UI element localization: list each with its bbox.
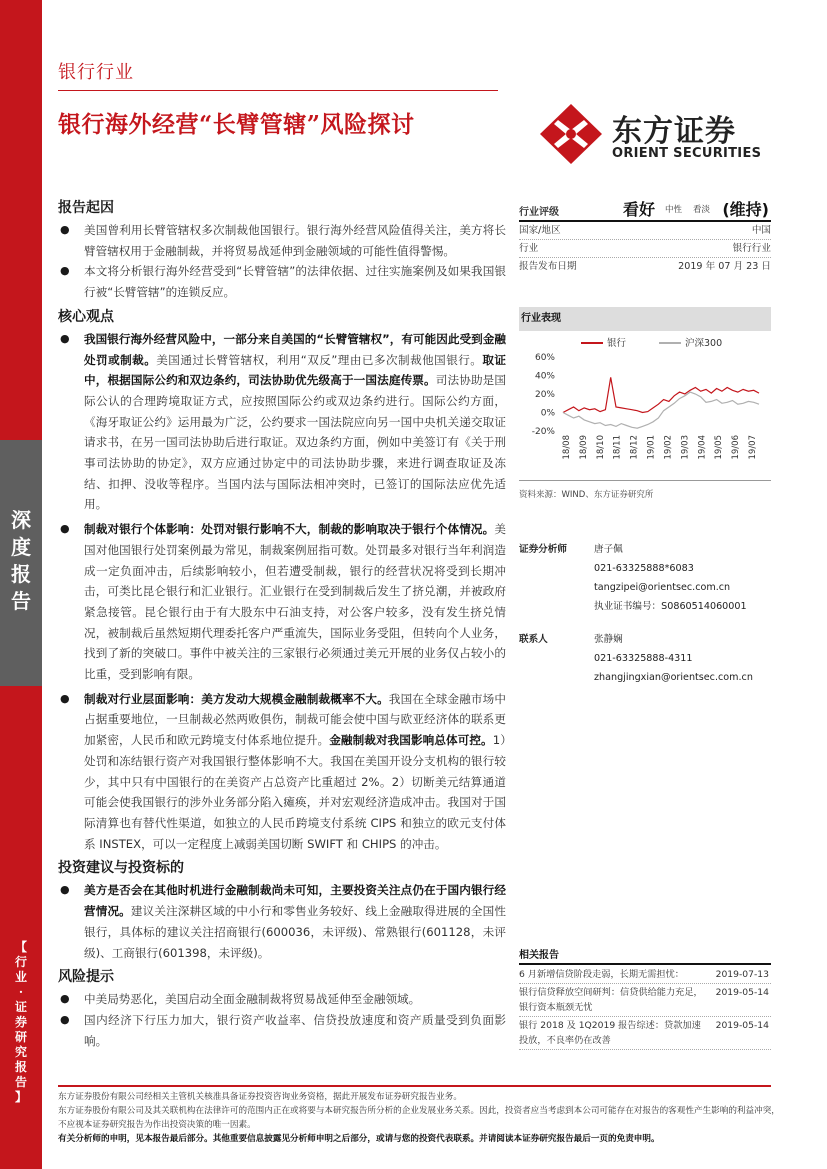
x-tick-label: 19/07 bbox=[748, 435, 758, 460]
x-tick-label: 19/01 bbox=[646, 435, 657, 460]
info-row-industry bbox=[519, 240, 771, 258]
main-content bbox=[58, 194, 506, 1051]
section-heading-risk: 风险提示 bbox=[58, 969, 114, 986]
invest-point-text: 建议关注深耕区域的中小行和零售业务较好、线上金融取得进展的全国性银行，具体标的建议关注招商银行(600036，未评级)、常熟银行(601128，未评级)、工商银行(601398，未评级)。 bbox=[84, 904, 506, 960]
logo-name-en: ORIENT SECURITIES bbox=[612, 146, 762, 161]
related-report-date: 2019-07-13 bbox=[715, 969, 769, 980]
left-bar-top bbox=[0, 0, 42, 440]
core-point-2-text: 美国对他国银行处罚案例最为常见，制裁案例屈指可数。处罚最多对银行当年利润造成一定负面冲击，后续影响较小，但若遭受制裁，银行的经营状况将受到长期冲击，可类比昆仑银行和汇业银行。汇业银行在受到制裁后发生了挤兑潮，并被政府紧急接管。昆仑银行由于有大股东中石油支持，对公客户较多，没有发生挤兑情况，被制裁后虽然短期代理委托客户严重流失，国际业务受阻，但转向个人业务，找到了新的突破口。事件中被关注的三家银行必须通过美元开展的业务仅占较小的比重，受到影响有限。 bbox=[84, 522, 506, 682]
series-line-bank bbox=[563, 377, 759, 412]
deep-report-char: 告 bbox=[11, 589, 31, 613]
series-label-char: 行 bbox=[14, 955, 27, 969]
spacer bbox=[519, 616, 771, 630]
x-tick-label: 19/03 bbox=[680, 435, 691, 460]
related-reports-list bbox=[519, 966, 771, 1050]
risk-item-text: 中美局势恶化，美国启动全面金融制裁将贸易战延伸至金融领域。 bbox=[84, 992, 421, 1007]
y-tick-label: 60% bbox=[534, 353, 555, 363]
series-label-char: · bbox=[18, 985, 24, 999]
contact-email[interactable]: zhangjingxian@orientsec.com.cn bbox=[594, 672, 753, 683]
bullet-icon: ● bbox=[60, 883, 70, 897]
contact-row bbox=[519, 630, 771, 649]
series-label-char: 研 bbox=[14, 1030, 27, 1044]
core-point-1-bold-2: 取证中，根据国际公约和双边条约，司法协助优先级高于一国法庭传票。 bbox=[84, 352, 506, 388]
analyst-row bbox=[519, 559, 771, 578]
analyst-row bbox=[519, 597, 771, 616]
series-label bbox=[0, 940, 42, 1105]
contact-phone: 021-63325888-4311 bbox=[594, 653, 693, 664]
contact-name: 张静娴 bbox=[594, 634, 623, 645]
analyst-email[interactable]: tangzipei@orientsec.com.cn bbox=[594, 582, 731, 593]
legend-label-1: 沪深300 bbox=[685, 338, 723, 349]
analyst-name: 唐子佩 bbox=[594, 544, 623, 555]
analyst-phone: 021-63325888*6083 bbox=[594, 563, 694, 574]
logo-name-cn: 东方证券 bbox=[612, 114, 736, 149]
footer-disclaimer bbox=[58, 1090, 780, 1146]
rating-row bbox=[519, 194, 771, 222]
info-key: 国家/地区 bbox=[519, 225, 561, 236]
y-tick-label: 0% bbox=[540, 408, 555, 419]
series-label-char: 【 bbox=[14, 940, 27, 954]
x-tick-label: 19/04 bbox=[697, 435, 708, 460]
logo-mark-icon bbox=[536, 102, 606, 166]
contact-row bbox=[519, 668, 771, 687]
analyst-cert: 执业证书编号：S0860514060001 bbox=[594, 601, 747, 612]
related-report-item[interactable] bbox=[519, 984, 771, 1017]
x-tick-label: 19/05 bbox=[714, 435, 725, 460]
performance-chart bbox=[519, 331, 771, 476]
related-report-item[interactable] bbox=[519, 1017, 771, 1050]
risk-item bbox=[58, 989, 506, 1010]
related-report-item[interactable] bbox=[519, 966, 771, 984]
deep-report-label bbox=[0, 507, 42, 615]
footer-line-2: 东方证券股份有限公司及其关联机构在法律许可的范围内正在或将要与本研究报告所分析的企业发展业务关系。因此，投资者应当考虑到本公司可能存在对报告的客观性产生影响的利益冲突，不应视本证券研究报告为作出投资决策的唯一因素。 bbox=[58, 1106, 780, 1130]
rating-label: 行业评级 bbox=[519, 207, 559, 218]
deep-report-char: 深 bbox=[11, 508, 31, 532]
deep-report-char: 度 bbox=[11, 535, 31, 559]
info-value: 中国 bbox=[751, 225, 771, 236]
bullet-icon: ● bbox=[60, 264, 70, 278]
footer-divider bbox=[58, 1085, 771, 1087]
related-reports-heading: 相关报告 bbox=[519, 946, 771, 965]
core-point-3-bold: 制裁对行业层面影响：美方发动大规模金融制裁概率不大。 bbox=[84, 691, 389, 706]
core-point-3-bold-2: 金融制裁对我国影响总体可控。 bbox=[329, 733, 493, 748]
risk-item bbox=[58, 1010, 506, 1051]
core-point-3-text-2: 1）处罚和冻结银行资产对我国银行整体影响不大。我国在美国开设分支机构的银行较少，其中只有中国银行的在美资产占总资产比重超过 2%。2）切断美元结算通道可能会使我国银行的涉外业务部分陷入瘫痪，并对宏观经济造成冲击。我国对于国际清算也有替代性渠道，如独立的人民币跨境支付系统 CIPS 和独立的欧元支付体系 INSTEX，可以一定程度上减弱美国切断 SWIFT 和 CHIPS 的冲击。 bbox=[84, 733, 506, 851]
rating-option-neutral: 中性 bbox=[665, 205, 683, 215]
series-line-csi300 bbox=[563, 392, 759, 428]
rating-panel bbox=[519, 194, 771, 276]
origin-item bbox=[58, 261, 506, 302]
contact-title: 联系人 bbox=[519, 634, 548, 645]
analyst-row bbox=[519, 540, 771, 559]
invest-point-bold: 美方是否会在其他时机进行金融制裁尚未可知，主要投资关注点仍在于国内银行经营情况。 bbox=[84, 883, 506, 919]
core-point-1-text: 美国通过长臂管辖权，利用“双反”理由已多次制裁他国银行。 bbox=[156, 352, 483, 367]
series-label-char: 究 bbox=[14, 1045, 27, 1059]
page-title: 银行海外经营“长臂管辖”风险探讨 bbox=[58, 111, 415, 138]
series-label-char: 】 bbox=[14, 1090, 27, 1104]
analyst-panel bbox=[519, 540, 771, 687]
y-tick-label: -20% bbox=[531, 427, 555, 437]
series-label-char: 证 bbox=[14, 1000, 27, 1014]
contact-row bbox=[519, 649, 771, 668]
x-tick-label: 18/08 bbox=[562, 435, 572, 460]
origin-item-text: 本文将分析银行海外经营受到“长臂管辖”的法律依据、过往实施案例及如果我国银行被“长臂管辖”的连锁反应。 bbox=[84, 264, 506, 300]
x-tick-label: 18/11 bbox=[612, 435, 623, 460]
header-divider bbox=[58, 90, 498, 91]
x-tick-label: 19/02 bbox=[663, 435, 674, 460]
source-divider bbox=[519, 480, 771, 481]
y-tick-label: 20% bbox=[534, 390, 555, 400]
chart-source: 资料来源：WIND、东方证券研究所 bbox=[519, 490, 654, 500]
core-point-3-text: 我国在全球金融市场中占据重要地位，一旦制裁必然两败俱伤，制裁可能会使中国与欧亚经济体的联系更加紧密，人民币和欧元跨境支付体系地位提升。 bbox=[84, 691, 506, 748]
rating-maintain: (维持) bbox=[722, 200, 769, 219]
series-label-char: 报 bbox=[14, 1060, 27, 1074]
core-point-3 bbox=[58, 689, 506, 855]
series-label-char: 告 bbox=[14, 1075, 27, 1089]
series-label-char: 券 bbox=[14, 1015, 27, 1029]
related-report-title: 6 月新增信贷阶段走弱，长期无需担忧： bbox=[519, 969, 684, 980]
origin-item-text: 美国曾利用长臂管辖权多次制裁他国银行。银行海外经营风险值得关注，美方将长臂管辖权用于金融制裁，并将贸易战延伸到金融领域的可能性值得警惕。 bbox=[84, 223, 506, 258]
bullet-icon: ● bbox=[60, 691, 70, 705]
series-label-char: 业 bbox=[14, 970, 27, 984]
core-point-1-bold: 我国银行海外经营风险中，一部分来自美国的“长臂管辖权”，有可能因此受到金融处罚或制裁。 bbox=[84, 331, 506, 367]
origin-item bbox=[58, 220, 506, 261]
x-tick-label: 18/10 bbox=[595, 435, 606, 460]
bullet-icon: ● bbox=[60, 522, 70, 536]
info-value: 2019 年 07 月 23 日 bbox=[678, 261, 771, 272]
footer-line-1: 东方证券股份有限公司经相关主管机关核准具备证券投资咨询业务资格，据此开展发布证券研究报告业务。 bbox=[58, 1092, 462, 1102]
core-point-1-text-2: 司法协助是国际公认的合理跨境取证方式，应按照国际公约或双边条约进行。国际公约方面，《海牙取证公约》运用最为广泛，公约要求一国法院应向另一国中央机关递交取证请求书，在另一国司法协助后进行取证。双边条约方面，例如中美签订有《关于刑事司法协助的协定》，双方应通过协定中的司法协助步骤，来进行调查取证及冻结、扣押、没收等程序。当国内法与国际法相冲突时，已签订的国际法应优先适用。 bbox=[84, 373, 506, 512]
performance-heading: 行业表现 bbox=[519, 307, 771, 331]
bullet-icon: ● bbox=[60, 1012, 70, 1026]
section-heading-core: 核心观点 bbox=[58, 308, 114, 325]
info-key: 报告发布日期 bbox=[519, 261, 577, 272]
bullet-icon: ● bbox=[60, 992, 70, 1006]
x-tick-label: 18/09 bbox=[578, 435, 589, 460]
bullet-icon: ● bbox=[60, 223, 70, 236]
risk-item-text: 国内经济下行压力加大，银行资产收益率、信贷投放速度和资产质量受到负面影响。 bbox=[84, 1012, 506, 1048]
footer-line-3: 有关分析师的申明，见本报告最后部分。其他重要信息披露见分析师申明之后部分，或请与您的投资代表联系。并请阅读本证券研究报告最后一页的免责申明。 bbox=[58, 1134, 660, 1144]
sector-label: 银行行业 bbox=[58, 62, 134, 83]
core-point-2-bold: 制裁对银行个体影响：处罚对银行影响不大，制裁的影响取决于银行个体情况。 bbox=[84, 522, 495, 537]
y-tick-label: 40% bbox=[534, 371, 555, 382]
related-report-title: 银行 2018 及 1Q2019 报告综述：贷款加速投放，不良率仍在改善 bbox=[519, 1020, 701, 1046]
bullet-icon: ● bbox=[60, 331, 70, 345]
legend-label-0: 银行 bbox=[607, 338, 627, 349]
orient-securities-logo bbox=[536, 102, 776, 166]
related-report-date: 2019-05-14 bbox=[715, 1020, 769, 1031]
x-tick-label: 19/06 bbox=[731, 435, 742, 460]
x-tick-label: 18/12 bbox=[629, 435, 640, 460]
analyst-row bbox=[519, 578, 771, 597]
core-point-2 bbox=[58, 519, 506, 685]
core-point-1 bbox=[58, 329, 506, 515]
info-row-date bbox=[519, 258, 771, 276]
deep-report-char: 报 bbox=[11, 562, 31, 586]
related-report-date: 2019-05-14 bbox=[715, 987, 769, 998]
section-heading-invest: 投资建议与投资标的 bbox=[58, 860, 184, 877]
info-value: 银行行业 bbox=[732, 243, 771, 254]
analyst-title: 证券分析师 bbox=[519, 544, 567, 555]
section-heading-origin: 报告起因 bbox=[58, 200, 114, 216]
invest-point bbox=[58, 880, 506, 963]
rating-option-bearish: 看淡 bbox=[693, 205, 711, 215]
info-key: 行业 bbox=[519, 243, 539, 254]
rating-value: 看好 bbox=[623, 200, 656, 219]
info-row-country bbox=[519, 222, 771, 240]
related-report-title: 银行信贷释放空间研判：信贷供给能力充足，银行资本瓶颈无忧 bbox=[519, 987, 703, 1013]
